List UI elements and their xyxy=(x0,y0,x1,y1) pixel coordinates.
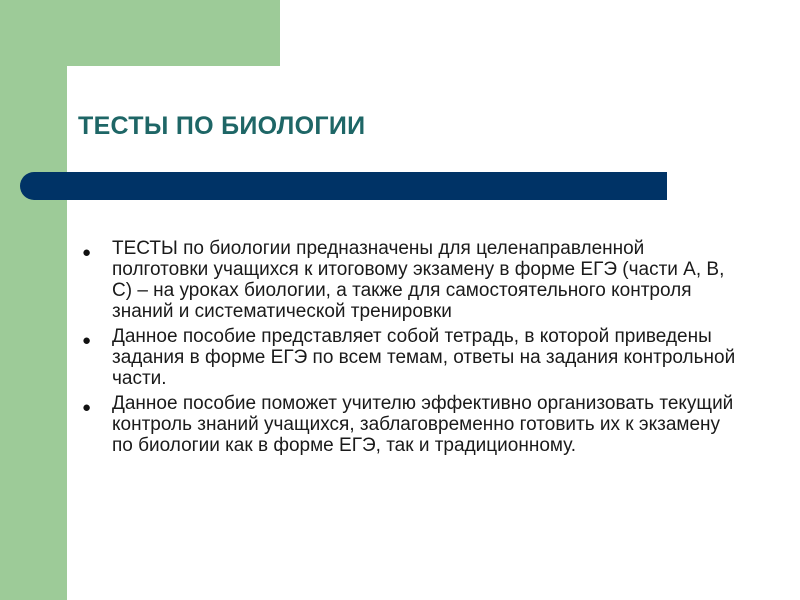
bullet-icon: ● xyxy=(82,244,92,261)
top-decorative-block xyxy=(67,0,280,66)
bullet-text: ТЕСТЫ по биологии предназначены для целенаправленной полготовки учащихся к итоговому экзамену в форме ЕГЭ (части А, В, С) – на уроках биологии, а также для самостоятельного контроля знаний и систематической тренировки xyxy=(112,238,725,322)
bullet-icon: ● xyxy=(82,399,92,416)
bullet-list xyxy=(78,238,738,460)
bullet-item xyxy=(78,238,738,322)
title-underline-bar xyxy=(20,172,667,200)
rounded-corner-decoration xyxy=(67,66,95,94)
left-decorative-strip xyxy=(0,0,67,600)
bullet-icon: ● xyxy=(82,332,92,349)
bullet-item xyxy=(78,393,738,456)
bullet-text: Данное пособие поможет учителю эффективно организовать текущий контроль знаний учащихся, заблаговременно готовить их к экзамену по биологии как в форме ЕГЭ, так и традиционному. xyxy=(112,393,734,456)
slide-title: ТЕСТЫ ПО БИОЛОГИИ xyxy=(78,112,366,140)
bullet-item xyxy=(78,326,738,389)
bullet-text: Данное пособие представляет собой тетрадь, в которой приведены задания в форме ЕГЭ по всем темам, ответы на задания контрольной части. xyxy=(112,326,736,389)
